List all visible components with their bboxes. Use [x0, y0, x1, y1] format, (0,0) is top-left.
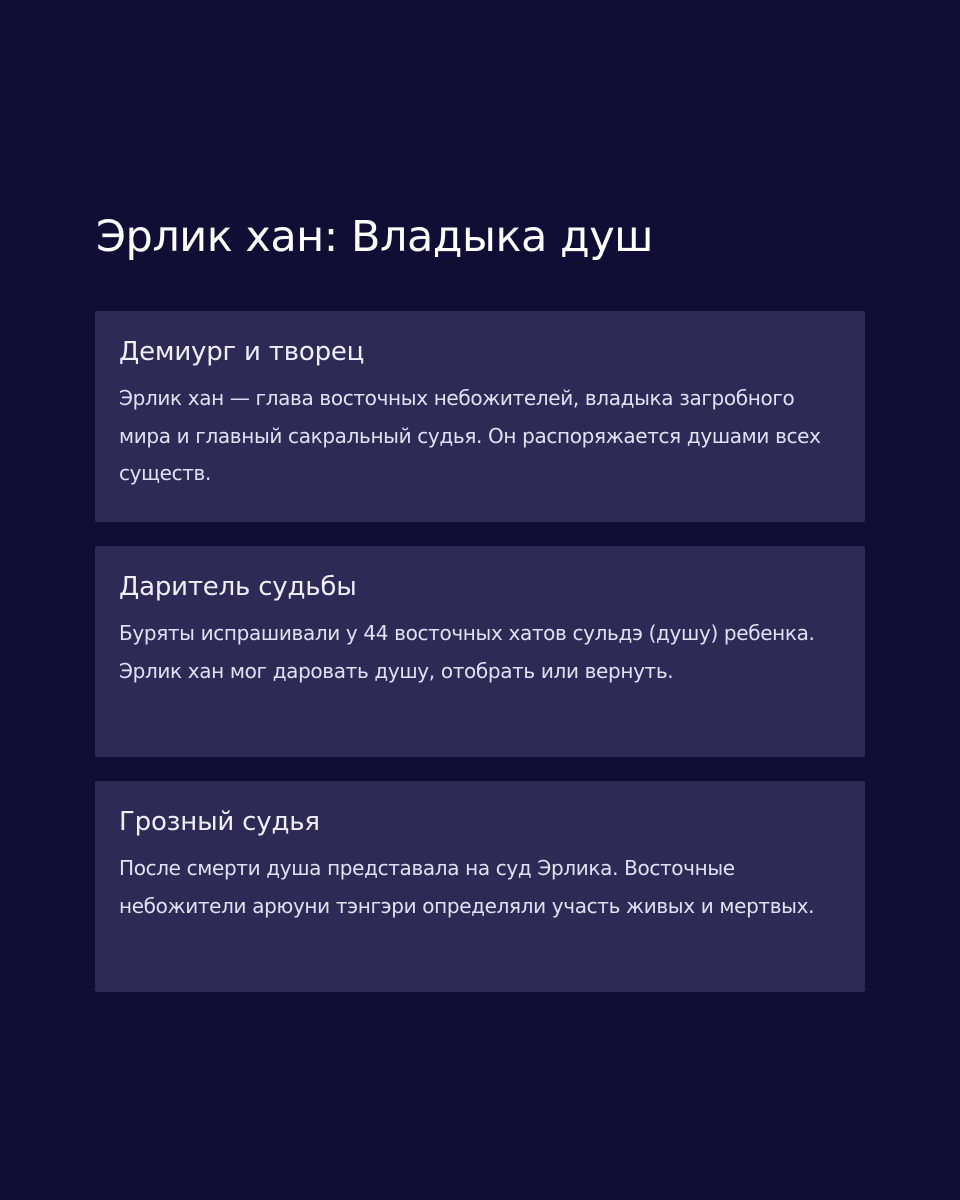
card-description: Буряты испрашивали у 44 восточных хатов сульдэ (душу) ребенка. Эрлик хан мог даровать душу, отобрать или вернуть. [119, 621, 815, 683]
card-fate-giver [95, 546, 865, 757]
card-heading: Грозный судья [119, 807, 320, 837]
page-title: Эрлик хан: Владыка душ [96, 212, 653, 262]
card-heading: Демиург и творец [119, 337, 365, 367]
card-judge [95, 781, 865, 992]
card-description: После смерти душа представала на суд Эрлика. Восточные небожители арюуни тэнгэри определяли участь живых и мертвых. [119, 856, 815, 918]
card-demiurge [95, 311, 865, 522]
card-heading: Даритель судьбы [119, 572, 357, 602]
card-description: Эрлик хан — глава восточных небожителей, владыка загробного мира и главный сакральный судья. Он распоряжается душами всех существ. [119, 386, 821, 485]
